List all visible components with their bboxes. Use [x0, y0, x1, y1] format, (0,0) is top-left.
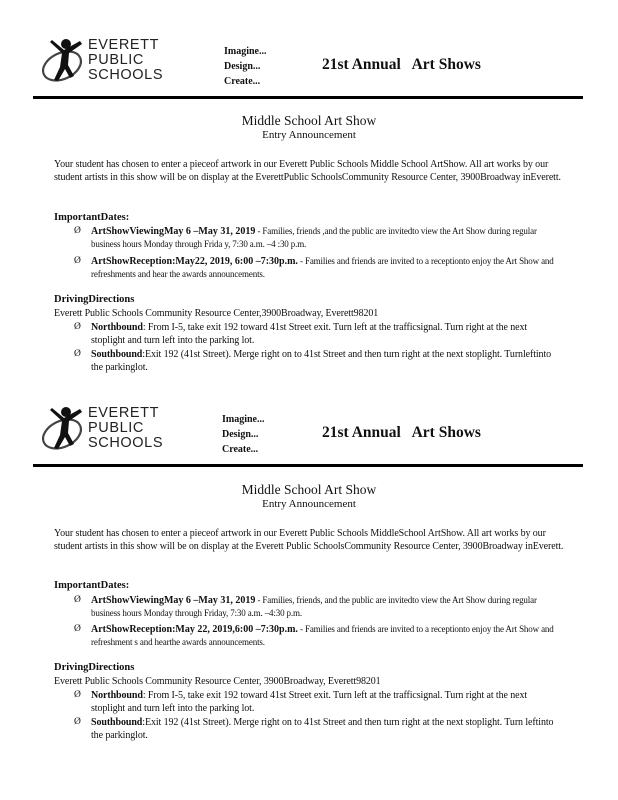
announcement-section — [0, 368, 618, 788]
tagline — [222, 412, 265, 457]
route-text: :Exit 192 (41st Street). Merge right on to 41st Street and then turn right at the next stoplight. Turnleftinto the parkinglot. — [91, 349, 552, 373]
tagline-create: Create... — [222, 444, 259, 455]
tagline-imagine: Imagine... — [222, 414, 265, 425]
date-text: - Families and friends are invited to a receptionto enjoy the Art Show and refreshment s and hearthe awards announcements. — [91, 624, 554, 647]
header-title: 21st Annual Art Shows — [322, 424, 481, 441]
route-item — [91, 689, 561, 715]
announcement-section — [0, 0, 618, 380]
bullet-icon: Ø — [74, 322, 81, 332]
route-item — [91, 321, 561, 347]
route-text: : From I-5, take exit 192 toward 41st Street exit. Turn left at the trafficsignal. Turn right at the next stoplight and turn left into the parking lot. — [91, 322, 528, 346]
logo-word-public: PUBLIC — [88, 420, 144, 436]
bullet-icon: Ø — [74, 717, 81, 727]
date-label: ArtShowViewingMay 6 –May 31, 2019 — [91, 226, 256, 237]
logo-word-public: PUBLIC — [88, 52, 144, 68]
route-text: : From I-5, take exit 192 toward 41st Street exit. Turn left at the trafficsignal. Turn right at the next stoplight and turn left into the parking lot. — [91, 690, 528, 714]
dates-heading: ImportantDates: — [54, 212, 130, 223]
address-line: Everett Public Schools Community Resource Center,3900Broadway, Everett98201 — [54, 308, 379, 319]
show-title-block — [0, 482, 618, 511]
logo-word-everett: EVERETT — [88, 37, 160, 53]
logo-figure-icon — [40, 34, 90, 86]
date-item — [91, 255, 561, 281]
tagline-design: Design... — [224, 61, 261, 72]
header-title: 21st Annual Art Shows — [322, 56, 481, 73]
bullet-icon: Ø — [74, 690, 81, 700]
directions-heading: DrivingDirections — [54, 294, 135, 305]
date-item — [91, 225, 561, 251]
logo-word-schools: SCHOOLS — [88, 67, 164, 83]
bullet-icon: Ø — [74, 595, 81, 605]
header-divider — [33, 464, 583, 467]
date-label: ArtShowReception:May22, 2019, 6:00 –7:30p.m. — [91, 256, 298, 267]
bullet-icon: Ø — [74, 624, 81, 634]
date-label: ArtShowReception:May 22, 2019,6:00 –7:30p.m. — [91, 624, 298, 635]
tagline-create: Create... — [224, 76, 261, 87]
date-text: - Families, friends ,and the public are invitedto view the Art Show during regular business hours Monday through Frida y, 7:30 a.m. –4 :30 p.m. — [91, 226, 537, 249]
tagline-imagine: Imagine... — [224, 46, 267, 57]
bullet-icon: Ø — [74, 226, 81, 236]
bullet-icon: Ø — [74, 349, 81, 359]
show-subtitle: Entry Announcement — [262, 498, 356, 510]
route-label: Northbound — [91, 690, 143, 701]
route-text: :Exit 192 (41st Street). Merge right on to 41st Street and then turn right at the next stoplight. Turn leftinto the parkinglot. — [91, 717, 554, 741]
route-label: Southbound — [91, 717, 143, 728]
header-divider — [33, 96, 583, 99]
route-label: Northbound — [91, 322, 143, 333]
tagline — [224, 44, 267, 89]
intro-paragraph: Your student has chosen to enter a pieceof artwork in our Everett Public Schools MiddleSchool ArtShow. All art works by our student artists in this show will be on display at the Everett Public SchoolsCommunity Resource Center, 3900Broadway inEverett. — [54, 528, 564, 552]
address-line: Everett Public Schools Community Resource Center, 3900Broadway, Everett98201 — [54, 676, 381, 687]
logo-word-everett: EVERETT — [88, 405, 160, 421]
date-text: - Families and friends are invited to a receptionto enjoy the Art Show and refreshments and hear the awards announcements. — [91, 256, 554, 279]
intro-paragraph: Your student has chosen to enter a pieceof artwork in our Everett Public Schools Middle School ArtShow. All art works by our student artists in this show will be on display at the EverettPublic SchoolsCommunity Resource Center, 3900Broadway inEverett. — [54, 159, 561, 183]
school-logo — [40, 402, 170, 454]
date-item — [91, 594, 561, 620]
show-title-block — [0, 113, 618, 142]
route-item — [91, 716, 561, 742]
route-label: Southbound — [91, 349, 143, 360]
show-title: Middle School Art Show — [241, 113, 377, 128]
school-logo — [40, 34, 170, 86]
show-title: Middle School Art Show — [241, 482, 377, 497]
logo-figure-icon — [40, 402, 90, 454]
date-text: - Families, friends, and the public are invitedto view the Art Show during regular business hours Monday through Friday, 7:30 a.m. –4:30 p.m. — [91, 595, 537, 618]
directions-heading: DrivingDirections — [54, 662, 135, 673]
bullet-icon: Ø — [74, 256, 81, 266]
date-item — [91, 623, 561, 649]
dates-heading: ImportantDates: — [54, 580, 130, 591]
logo-word-schools: SCHOOLS — [88, 435, 164, 451]
show-subtitle: Entry Announcement — [262, 129, 356, 141]
tagline-design: Design... — [222, 429, 259, 440]
date-label: ArtShowViewingMay 6 –May 31, 2019 — [91, 595, 256, 606]
